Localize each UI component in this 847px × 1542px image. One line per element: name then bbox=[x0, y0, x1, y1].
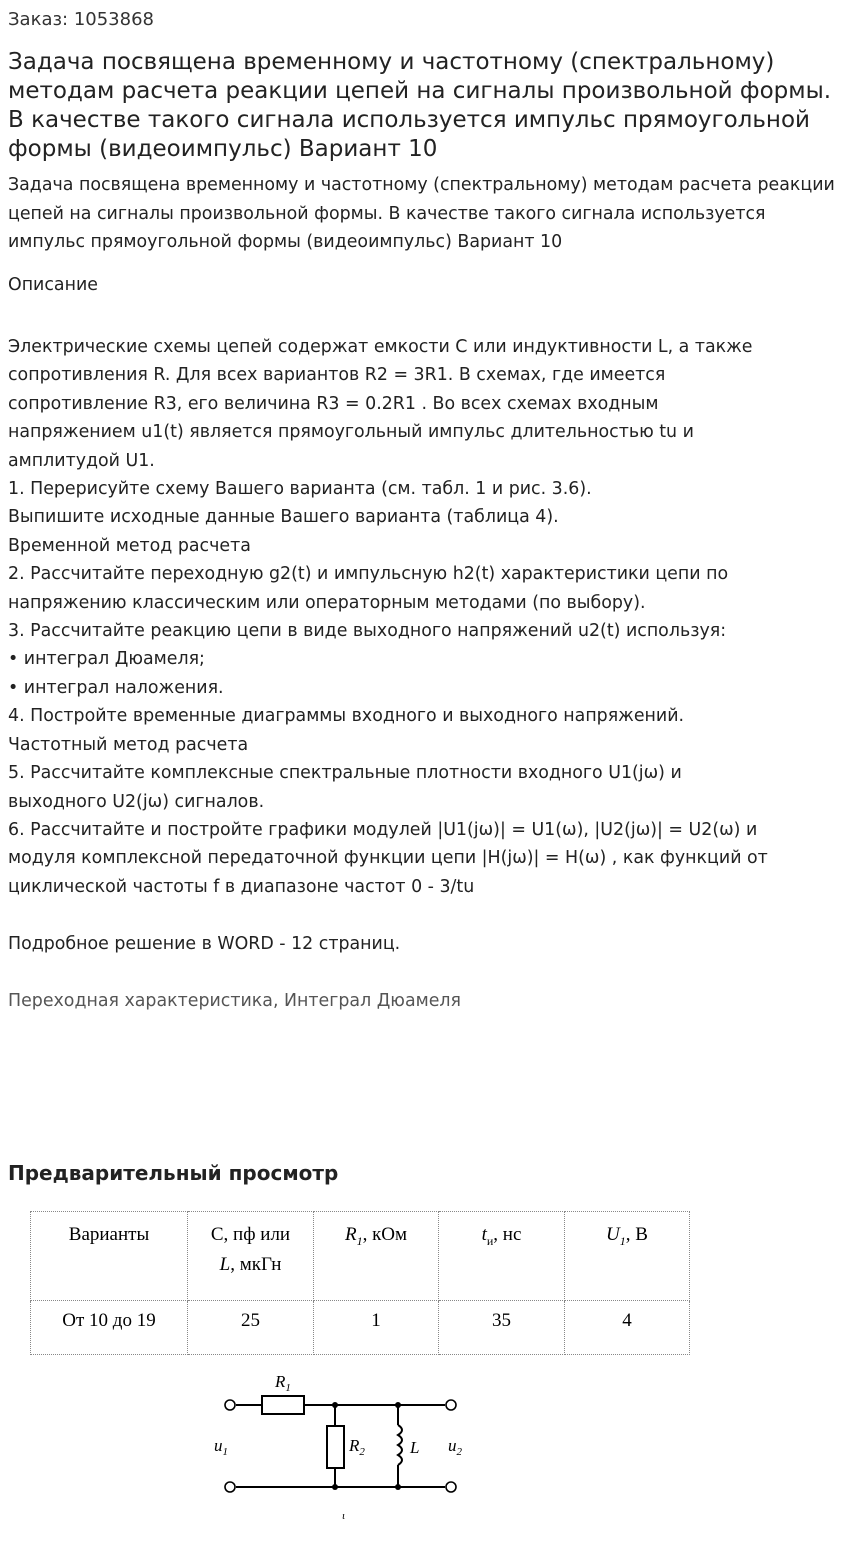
resistor-r1 bbox=[262, 1396, 304, 1414]
description-line: 1. Перерисуйте схему Вашего варианта (см. табл. 1 и рис. 3.6). bbox=[8, 479, 592, 500]
description-line: 3. Рассчитайте реакцию цепи в виде выходного напряжений u2(t) используя: bbox=[8, 621, 727, 642]
description-line: сопротивления R. Для всех вариантов R2 = 3R1. В схемах, где имеется bbox=[8, 365, 666, 386]
description-heading: Описание bbox=[8, 275, 98, 295]
header-u1 bbox=[565, 1212, 690, 1301]
tag-separator: , bbox=[272, 991, 285, 1011]
description-line: выходного U2(jω) сигналов. bbox=[8, 791, 265, 812]
tag-list bbox=[8, 989, 461, 1013]
header-r1-symbol: R bbox=[344, 1224, 357, 1245]
tag-link[interactable]: Переходная характеристика bbox=[8, 991, 273, 1011]
tag-link[interactable]: Интеграл Дюамеля bbox=[284, 991, 461, 1011]
description-line: 4. Постройте временные диаграммы входного и выходного напряжений. bbox=[8, 706, 685, 727]
caption-mark: ι bbox=[342, 1510, 346, 1522]
description-line: Электрические схемы цепей содержат емкости С или индуктивности L, а также bbox=[8, 337, 753, 357]
terminal-input-top bbox=[225, 1400, 235, 1410]
description-line: 5. Рассчитайте комплексные спектральные плотности входного U1(jω) и bbox=[8, 763, 682, 784]
order-number: Заказ: 1053868 bbox=[8, 9, 154, 30]
label-r2: $R_2$ bbox=[349, 1436, 365, 1458]
cell-c: 25 bbox=[188, 1301, 314, 1355]
description-line: напряжением u1(t) является прямоугольный импульс длительностью tu и bbox=[8, 422, 694, 443]
terminal-output-top bbox=[446, 1400, 456, 1410]
table-header-row bbox=[31, 1212, 690, 1301]
description-line: • интеграл Дюамеля; bbox=[8, 649, 205, 670]
header-tu-symbol: t bbox=[481, 1224, 487, 1245]
label-l: L bbox=[410, 1438, 420, 1457]
header-r1-unit: , кОм bbox=[362, 1224, 408, 1245]
inductor-l bbox=[398, 1425, 402, 1465]
description-line: амплитудой U1. bbox=[8, 450, 155, 471]
description-line: сопротивление R3, его величина R3 = 0.2R1 . Во всех схемах входным bbox=[8, 393, 659, 414]
node-dot bbox=[395, 1402, 401, 1408]
description-line: Выпишите исходные данные Вашего варианта (таблица 4). bbox=[8, 507, 559, 528]
header-r1 bbox=[314, 1212, 439, 1301]
cell-tu: 35 bbox=[439, 1301, 565, 1355]
description-line: циклической частоты f в диапазоне частот 0 - 3/tu bbox=[8, 876, 475, 897]
header-l-unit: , мкГн bbox=[230, 1254, 282, 1275]
header-c-line1: С, пф или bbox=[210, 1224, 291, 1245]
cell-variants: От 10 до 19 bbox=[31, 1301, 188, 1355]
header-u1-sub: 1 bbox=[619, 1233, 626, 1248]
description-line: Временной метод расчета bbox=[8, 535, 251, 556]
word-note: Подробное решение в WORD - 12 страниц. bbox=[8, 934, 401, 954]
node-dot bbox=[332, 1484, 338, 1490]
resistor-r2 bbox=[327, 1426, 344, 1468]
preview-heading: Предварительный просмотр bbox=[8, 1161, 339, 1185]
header-tu-sub: и bbox=[486, 1233, 494, 1248]
node-dot bbox=[395, 1484, 401, 1490]
lead-paragraph: Задача посвящена временному и частотному (спектральному) методам расчета реакции цепей на сигналы произвольной формы. В качестве такого сигнала используется импульс прямоугольной формы (видеоимпульс) Вариант 10 bbox=[8, 175, 835, 252]
description-line: 6. Рассчитайте и постройте графики модулей |U1(jω)| = U1(ω), |U2(jω)| = U2(ω) и bbox=[8, 819, 758, 840]
header-variants: Варианты bbox=[31, 1212, 188, 1301]
table-row bbox=[31, 1301, 690, 1355]
description-line: Частотный метод расчета bbox=[8, 734, 249, 755]
description-line: • интеграл наложения. bbox=[8, 677, 224, 698]
description-line: модуля комплексной передаточной функции цепи |H(jω)| = H(ω) , как функций от bbox=[8, 848, 768, 869]
description-body bbox=[8, 333, 846, 901]
page-title: Задача посвящена временному и частотному (спектральному) методам расчета реакции цепей на сигналы произвольной формы. В качестве такого сигнала используется импульс прямоугольной формы (видеоимпульс) Вариант 10 bbox=[8, 49, 832, 162]
parameters-table bbox=[30, 1211, 690, 1355]
header-l-symbol: L bbox=[219, 1254, 231, 1275]
label-r1: $R_1$ bbox=[275, 1372, 291, 1394]
description-line: напряжению классическим или операторным методами (по выбору). bbox=[8, 592, 646, 613]
header-r1-sub: 1 bbox=[356, 1233, 363, 1248]
header-tu-unit: , нс bbox=[493, 1224, 522, 1245]
circuit-schematic bbox=[200, 1365, 480, 1530]
cell-r1: 1 bbox=[314, 1301, 439, 1355]
header-u1-unit: , В bbox=[625, 1224, 648, 1245]
terminal-input-bottom bbox=[225, 1482, 235, 1492]
node-dot bbox=[332, 1402, 338, 1408]
description-line: 2. Рассчитайте переходную g2(t) и импульсную h2(t) характеристики цепи по bbox=[8, 564, 729, 585]
cell-u1: 4 bbox=[565, 1301, 690, 1355]
label-u1: $u_1$ bbox=[214, 1436, 228, 1458]
label-u2: $u_2$ bbox=[448, 1436, 462, 1458]
header-tu bbox=[439, 1212, 565, 1301]
header-capacitance-inductance bbox=[188, 1212, 314, 1301]
header-u1-symbol: U bbox=[606, 1224, 620, 1245]
terminal-output-bottom bbox=[446, 1482, 456, 1492]
